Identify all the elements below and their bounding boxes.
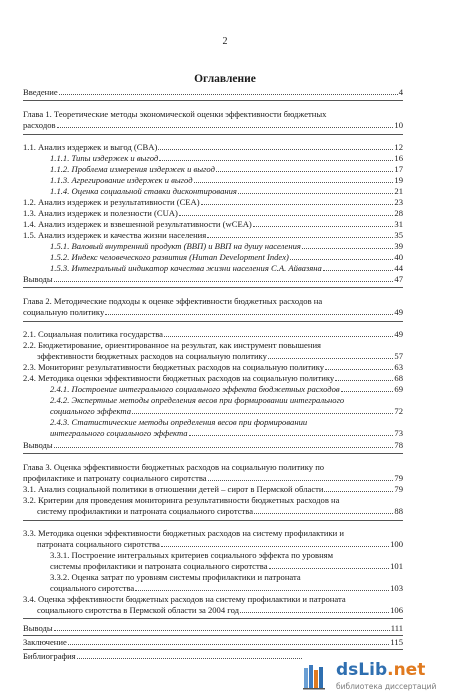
book-stack-icon (302, 662, 330, 690)
separator-rule (23, 649, 403, 650)
toc-entry-bibliography[interactable]: Библиография (23, 651, 303, 661)
toc-entry-3-3-line1: 3.3. Методика оценки эффективности бюджетных расходов на систему профилактики и (23, 528, 345, 538)
watermark-brand (336, 660, 425, 680)
separator-rule (23, 100, 403, 101)
toc-title: Оглавление (194, 73, 256, 85)
toc-entry-3-3[interactable]: патроната социального сиротства 100 (37, 539, 403, 549)
toc-entry-1-5-1[interactable]: 1.5.1. Валовый внутренний продукт (ВВП) и ВВП на душу населения 39 (50, 241, 403, 251)
toc-entry-1-5-3[interactable]: 1.5.3. Интегральный индикатор качества жизни населения С.А. Айвазяна 44 (50, 263, 403, 273)
toc-entry-3-2-line1: 3.2. Критерии для проведения мониторинга результативности бюджетных расходов на (23, 495, 340, 505)
toc-entry-2-2-line1: 2.2. Бюджетирование, ориентированное на результат, как инструмент повышения (23, 340, 321, 350)
toc-entry-2-4-2[interactable]: социального эффекта 72 (50, 406, 403, 416)
toc-entry-1-1-4[interactable]: 1.1.4. Оценка социальной ставки дисконтирования 21 (50, 186, 403, 196)
toc-chapter-3-line1: Глава 3. Оценка эффективности бюджетных расходов на социальную политику по (23, 462, 325, 472)
toc-entry-conclusions-1[interactable]: Выводы 47 (23, 274, 403, 284)
toc-entry-1-1[interactable]: 1.1. Анализ издержек и выгод (CBA) 12 (23, 142, 403, 152)
toc-entry-2-3[interactable]: 2.3. Мониторинг результативности бюджетных расходов на социальную политику 63 (23, 362, 403, 372)
toc-entry-3-3-1-line1: 3.3.1. Построение интегральных критериев социального эффекта по уровням (50, 550, 334, 560)
toc-entry-1-1-1[interactable]: 1.1.1. Типы издержек и выгод 16 (50, 153, 403, 163)
toc-entry-2-4-2-line1: 2.4.2. Экспертные методы определения весов при формировании интегрального (50, 395, 345, 405)
toc-chapter-1-line1: Глава 1. Теоретические методы экономической оценки эффективности бюджетных (23, 109, 327, 119)
toc-entry-conclusions-2[interactable]: Выводы 78 (23, 440, 403, 450)
separator-rule (23, 134, 403, 135)
watermark-subtitle: библиотека диссертаций (336, 682, 437, 691)
toc-entry-3-4-line1: 3.4. Оценка эффективности бюджетных расходов на систему профилактики и патроната (23, 594, 346, 604)
toc-entry-2-2[interactable]: эффективности бюджетных расходов на социальную политику 57 (37, 351, 403, 361)
toc-entry-3-2[interactable]: систему профилактики и патроната социального сиротства 88 (37, 506, 403, 516)
watermark-brand-name: dsLib (336, 660, 388, 680)
toc-entry-1-3[interactable]: 1.3. Анализ издержек и полезности (CUA) 28 (23, 208, 403, 218)
toc-entry-conclusions-3[interactable]: Выводы 111 (23, 623, 403, 633)
toc-entry-2-1[interactable]: 2.1. Социальная политика государства 49 (23, 329, 403, 339)
toc-entry-2-4-1[interactable]: 2.4.1. Построение интегрального социального эффекта бюджетных расходов 69 (50, 384, 403, 394)
toc-entry-chapter-3[interactable]: профилактике и патронату социального сиротства 79 (23, 473, 403, 483)
dslib-watermark (302, 660, 442, 694)
page-number: 2 (222, 36, 228, 47)
toc-chapter-2-line1: Глава 2. Методические подходы к оценке эффективности бюджетных расходов на (23, 296, 323, 306)
toc-entry-1-1-3[interactable]: 1.1.3. Агрегирование издержек и выгод 19 (50, 175, 403, 185)
separator-rule (23, 287, 403, 288)
toc-entry-3-3-2-line1: 3.3.2. Оценка затрат по уровням системы профилактики и патроната (50, 572, 301, 582)
toc-entry-1-4[interactable]: 1.4. Анализ издержек и взвешенной результативности (wCEA) 31 (23, 219, 403, 229)
separator-rule (23, 453, 403, 454)
separator-rule (23, 520, 403, 521)
toc-entry-1-5[interactable]: 1.5. Анализ издержек и качества жизни населения 35 (23, 230, 403, 240)
toc-entry-chapter-1[interactable]: расходов 10 (23, 120, 403, 130)
separator-rule (23, 321, 403, 322)
toc-entry-conclusion[interactable]: Заключение 115 (23, 637, 403, 647)
separator-rule (23, 618, 403, 619)
toc-entry-3-1[interactable]: 3.1. Анализ социальной политики в отношении детей – сирот в Пермской области 79 (23, 484, 403, 494)
toc-entry-intro[interactable]: Введение 4 (23, 87, 403, 97)
toc-entry-3-4[interactable]: социального сиротства в Пермской области за 2004 год 106 (37, 605, 403, 615)
toc-entry-3-3-1[interactable]: системы профилактики и патроната социального сиротства 101 (50, 561, 403, 571)
watermark-brand-tld: .net (387, 660, 426, 680)
toc-entry-1-2[interactable]: 1.2. Анализ издержек и результативности (CEA) 23 (23, 197, 403, 207)
separator-rule (23, 635, 403, 636)
toc-entry-1-1-2[interactable]: 1.1.2. Проблема измерения издержек и выгод 17 (50, 164, 403, 174)
toc-entry-2-4-3[interactable]: интегрального социального эффекта 73 (50, 428, 403, 438)
toc-entry-chapter-2[interactable]: социальную политику 49 (23, 307, 403, 317)
toc-entry-3-3-2[interactable]: социального сиротства 103 (50, 583, 403, 593)
toc-entry-2-4-3-line1: 2.4.3. Статистические методы определения весов при формировании (50, 417, 308, 427)
toc-entry-2-4[interactable]: 2.4. Методика оценки эффективности бюджетных расходов на социальную политику 68 (23, 373, 403, 383)
toc-entry-1-5-2[interactable]: 1.5.2. Индекс человеческого развития (Human Development Index) 40 (50, 252, 403, 262)
